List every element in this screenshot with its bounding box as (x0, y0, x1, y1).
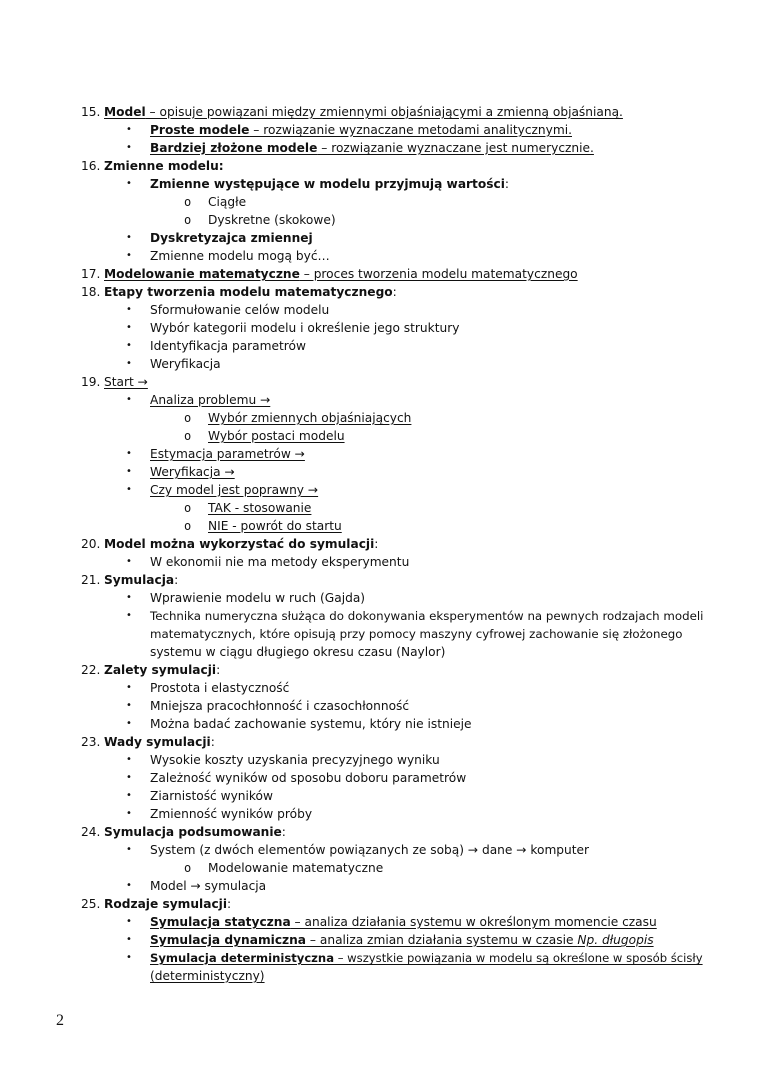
bullet-icon: • (126, 124, 132, 135)
list-item: W ekonomii nie ma metody eksperymentu (150, 555, 410, 569)
list-item: Prostota i elastyczność (150, 681, 290, 695)
circle-bullet-icon: o (184, 213, 192, 227)
colon: : (281, 825, 286, 839)
definition: – rozwiązanie wyznaczane metodami analitycznymi. (249, 123, 572, 137)
list-item: Mniejsza pracochłonność i czasochłonność (150, 699, 410, 713)
item-number: 21. (81, 573, 101, 587)
bullet-icon: • (126, 772, 132, 783)
circle-bullet-icon: o (184, 195, 192, 209)
item-22-title (104, 662, 220, 678)
term: Model (104, 105, 146, 119)
heading: Symulacja (104, 573, 175, 587)
bullet-icon: • (126, 358, 132, 369)
definition: – analiza zmian działania systemu w czasie (306, 933, 578, 947)
bullet-icon: • (126, 754, 132, 765)
colon: : (374, 537, 379, 551)
circle-bullet-icon: o (184, 861, 192, 875)
list-item-line: matematycznych, które opisują przy pomocy maszyny cyfrowej zachowanie się złożonego (150, 627, 683, 641)
list-item: Zmienność wyników próby (150, 807, 313, 821)
list-item (150, 176, 509, 192)
bullet-icon: • (126, 394, 132, 405)
item-20-title (104, 536, 378, 552)
bullet-icon: • (126, 682, 132, 693)
bullet-icon: • (126, 844, 132, 855)
sub-item: TAK - stosowanie (208, 501, 312, 515)
list-item: Identyfikacja parametrów (150, 339, 306, 353)
definition: – analiza działania systemu w określonym momencie czasu (290, 915, 657, 929)
item-16-title: Zmienne modelu: (104, 159, 224, 173)
item-25-title (104, 896, 231, 912)
bullet-icon: • (126, 952, 132, 963)
item-number: 15. (81, 105, 101, 119)
term: Modelowanie matematyczne (104, 267, 300, 281)
bullet-icon: • (126, 808, 132, 819)
list-item (150, 932, 654, 948)
colon: : (174, 573, 179, 587)
item-18-title (104, 284, 397, 300)
bullet-icon: • (126, 142, 132, 153)
list-item: Dyskretyzajca zmiennej (150, 231, 313, 245)
list-item-line: (deterministyczny) (150, 969, 265, 983)
heading: Zalety symulacji (104, 663, 217, 677)
heading: Zmienne występujące w modelu przyjmują wartości (150, 177, 505, 191)
list-item: Ziarnistość wyników (150, 789, 273, 803)
sub-item: Modelowanie matematyczne (208, 861, 384, 875)
list-item: Zmienne modelu mogą być… (150, 249, 330, 263)
list-item-line: Technika numeryczna służąca do dokonywania eksperymentów na pewnych rodzajach modeli (150, 609, 704, 623)
item-number: 23. (81, 735, 101, 749)
term: Symulacja statyczna (150, 915, 291, 929)
sub-item: NIE - powrót do startu (208, 519, 342, 533)
colon: : (504, 177, 510, 191)
list-item: Weryfikacja (150, 357, 221, 371)
item-17 (104, 266, 578, 282)
circle-bullet-icon: o (184, 429, 192, 443)
list-item: Wprawienie modelu w ruch (Gajda) (150, 591, 366, 605)
colon: : (227, 897, 232, 911)
term: Bardziej złożone modele (150, 141, 318, 155)
bullet-icon: • (126, 484, 132, 495)
circle-bullet-icon: o (184, 501, 192, 515)
list-item: Można badać zachowanie systemu, który nie istnieje (150, 717, 472, 731)
bullet-icon: • (126, 340, 132, 351)
item-number: 18. (81, 285, 101, 299)
list-item (150, 950, 703, 966)
bullet-icon: • (126, 610, 132, 621)
bullet-icon: • (126, 178, 132, 189)
item-21-title (104, 572, 178, 588)
item-23-title (104, 734, 215, 750)
list-item: Zależność wyników od sposobu doboru parametrów (150, 771, 467, 785)
bullet-icon: • (126, 232, 132, 243)
item-19-title: Start → (104, 375, 148, 389)
list-item: Wysokie koszty uzyskania precyzyjnego wyniku (150, 753, 440, 767)
item-number: 25. (81, 897, 101, 911)
bullet-icon: • (126, 916, 132, 927)
bullet-icon: • (126, 880, 132, 891)
heading: Model można wykorzystać do symulacji (104, 537, 375, 551)
example: Np. długopis (577, 933, 654, 947)
heading: Wady symulacji (104, 735, 211, 749)
bullet-icon: • (126, 304, 132, 315)
item-number: 20. (81, 537, 101, 551)
colon: : (392, 285, 397, 299)
definition: – wszystkie powiązania w modelu są określone w sposób ścisły (334, 951, 703, 965)
item-number: 24. (81, 825, 101, 839)
bullet-icon: • (126, 592, 132, 603)
sub-item: Ciągłe (208, 195, 247, 209)
item-number: 22. (81, 663, 101, 677)
definition: – proces tworzenia modelu matematycznego (299, 267, 578, 281)
heading: Symulacja podsumowanie (104, 825, 282, 839)
item-24-title (104, 824, 286, 840)
heading: Etapy tworzenia modelu matematycznego (104, 285, 393, 299)
sub-item: Dyskretne (skokowe) (208, 213, 336, 227)
list-item (150, 140, 594, 156)
list-item: Model → symulacja (150, 879, 267, 893)
bullet-icon: • (126, 790, 132, 801)
list-item: System (z dwóch elementów powiązanych ze sobą) → dane → komputer (150, 843, 590, 857)
bullet-icon: • (126, 466, 132, 477)
bullet-icon: • (126, 718, 132, 729)
circle-bullet-icon: o (184, 519, 192, 533)
list-item (150, 914, 657, 930)
item-number: 17. (81, 267, 101, 281)
term: Proste modele (150, 123, 250, 137)
item-number: 19. (81, 375, 101, 389)
circle-bullet-icon: o (184, 411, 192, 425)
bullet-icon: • (126, 934, 132, 945)
bullet-icon: • (126, 700, 132, 711)
item-15 (104, 104, 623, 120)
colon: : (210, 735, 215, 749)
term: Symulacja dynamiczna (150, 933, 307, 947)
list-item: Wybór kategorii modelu i określenie jego struktury (150, 321, 460, 335)
bullet-icon: • (126, 322, 132, 333)
bullet-icon: • (126, 448, 132, 459)
heading: Rodzaje symulacji (104, 897, 228, 911)
list-item: Weryfikacja → (150, 465, 235, 479)
list-item (150, 122, 572, 138)
list-item: Estymacja parametrów → (150, 447, 305, 461)
page-number: 2 (56, 1012, 64, 1029)
definition: – opisuje powiązani między zmiennymi objaśniającymi a zmienną objaśnianą. (145, 105, 623, 119)
list-item: Sformułowanie celów modelu (150, 303, 330, 317)
definition: – rozwiązanie wyznaczane jest numerycznie. (317, 141, 594, 155)
list-item: Analiza problemu → (150, 393, 271, 407)
item-number: 16. (81, 159, 101, 173)
colon: : (216, 663, 221, 677)
list-item: Czy model jest poprawny → (150, 483, 319, 497)
list-item-line: systemu w ciągu długiego okresu czasu (Naylor) (150, 645, 446, 659)
sub-item: Wybór zmiennych objaśniających (208, 411, 412, 425)
sub-item: Wybór postaci modelu (208, 429, 345, 443)
bullet-icon: • (126, 250, 132, 261)
bullet-icon: • (126, 556, 132, 567)
term: Symulacja deterministyczna (150, 951, 335, 965)
